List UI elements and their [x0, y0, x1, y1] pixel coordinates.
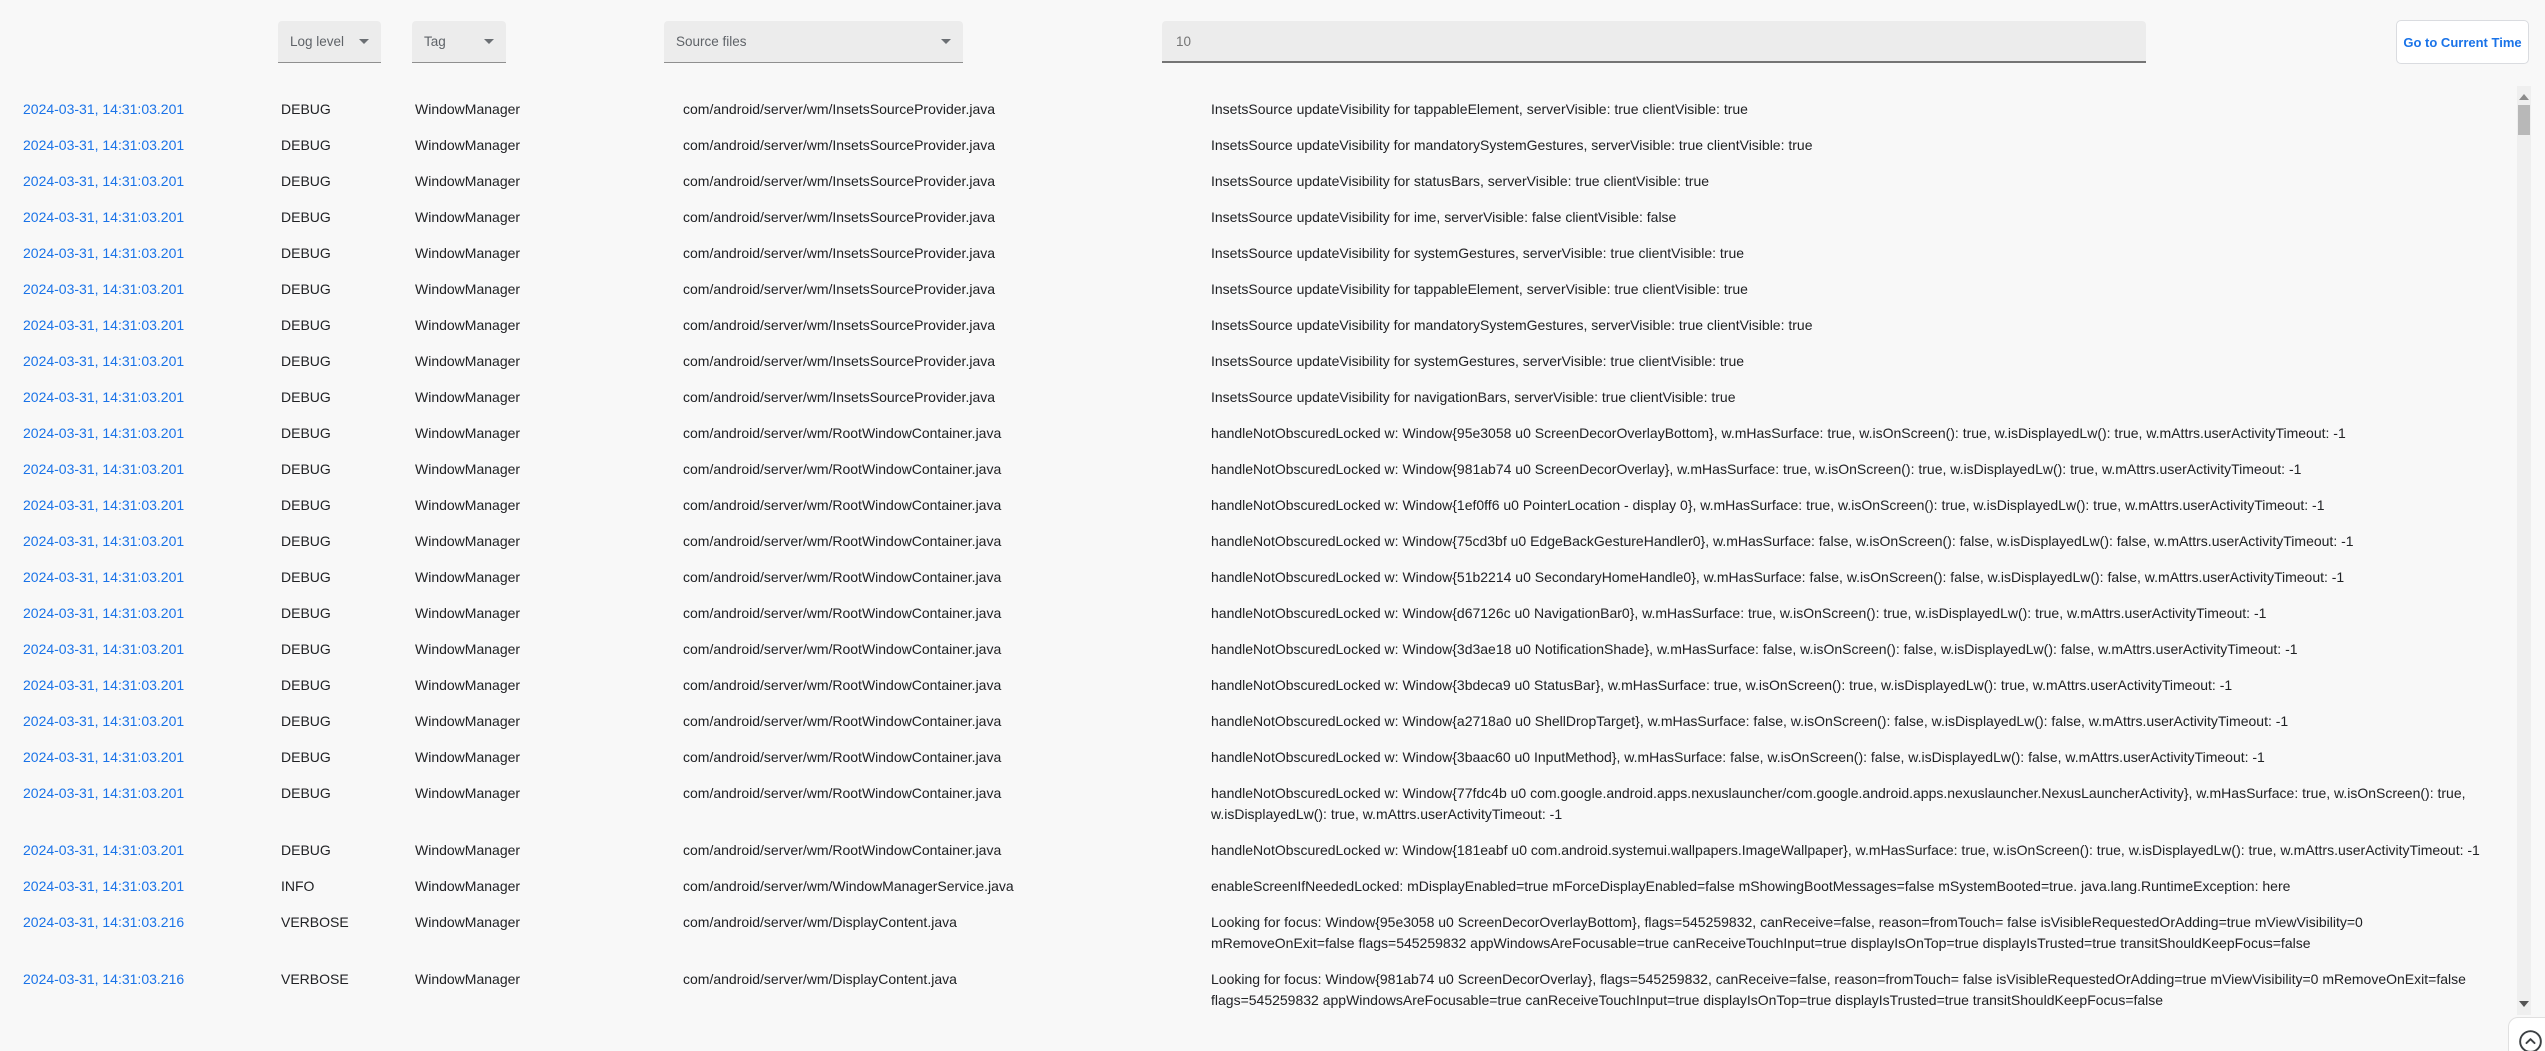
log-source-file: com/android/server/wm/RootWindowContainer.java — [683, 604, 1002, 621]
log-message: handleNotObscuredLocked w: Window{95e3058 u0 ScreenDecorOverlayBottom}, w.mHasSurface: true, w.isOnScreen(): true, w.isDisplayedLw(): true, w.mAttrs.userActivityTimeout: -1 — [1211, 424, 2346, 441]
log-message: handleNotObscuredLocked w: Window{3baac60 u0 InputMethod}, w.mHasSurface: false, w.isOnScreen(): false, w.isDisplayedLw(): false, w.mAttrs.userActivityTimeout: -1 — [1211, 748, 2265, 765]
log-row — [0, 307, 2545, 343]
log-source-file: com/android/server/wm/InsetsSourceProvider.java — [683, 172, 996, 189]
log-tag: WindowManager — [415, 172, 521, 189]
log-table — [0, 91, 2545, 1018]
scrollbar-down-arrow-icon[interactable] — [2519, 1001, 2529, 1007]
log-tag: WindowManager — [415, 913, 521, 930]
log-tag: WindowManager — [415, 604, 521, 621]
log-row — [0, 667, 2545, 703]
log-level: DEBUG — [281, 208, 331, 225]
log-row — [0, 127, 2545, 163]
log-row — [0, 163, 2545, 199]
log-tag: WindowManager — [415, 388, 521, 405]
log-source-file: com/android/server/wm/DisplayContent.java — [683, 970, 957, 987]
log-tag: WindowManager — [415, 970, 521, 987]
scrollbar-thumb[interactable] — [2518, 105, 2530, 135]
log-timestamp-link[interactable]: 2024-03-31, 14:31:03.201 — [23, 388, 185, 405]
log-message: handleNotObscuredLocked w: Window{a2718a0 u0 ShellDropTarget}, w.mHasSurface: false, w.isOnScreen(): false, w.isDisplayedLw(): false, w.mAttrs.userActivityTimeout: -1 — [1211, 712, 2289, 729]
log-source-file: com/android/server/wm/DisplayContent.java — [683, 913, 957, 930]
log-row — [0, 904, 2545, 961]
log-row — [0, 832, 2545, 868]
log-timestamp-link[interactable]: 2024-03-31, 14:31:03.201 — [23, 100, 185, 117]
log-tag: WindowManager — [415, 748, 521, 765]
log-row — [0, 961, 2545, 1018]
chevron-down-icon — [484, 39, 494, 44]
log-message: InsetsSource updateVisibility for tappableElement, serverVisible: true clientVisible: true — [1211, 280, 1748, 297]
log-row — [0, 199, 2545, 235]
filter-toolbar — [0, 0, 2545, 86]
chevron-down-icon — [359, 39, 369, 44]
log-tag: WindowManager — [415, 244, 521, 261]
log-level: DEBUG — [281, 172, 331, 189]
log-source-file: com/android/server/wm/RootWindowContainer.java — [683, 841, 1002, 858]
log-tag: WindowManager — [415, 352, 521, 369]
log-timestamp-link[interactable]: 2024-03-31, 14:31:03.201 — [23, 676, 185, 693]
log-row — [0, 739, 2545, 775]
log-tag: WindowManager — [415, 424, 521, 441]
log-level: DEBUG — [281, 460, 331, 477]
chevron-down-icon — [941, 39, 951, 44]
log-timestamp-link[interactable]: 2024-03-31, 14:31:03.201 — [23, 352, 185, 369]
log-tag: WindowManager — [415, 496, 521, 513]
log-timestamp-link[interactable]: 2024-03-31, 14:31:03.201 — [23, 316, 185, 333]
log-tag: WindowManager — [415, 640, 521, 657]
log-timestamp-link[interactable]: 2024-03-31, 14:31:03.216 — [23, 970, 185, 987]
log-source-file: com/android/server/wm/RootWindowContainer.java — [683, 784, 1002, 801]
log-tag: WindowManager — [415, 100, 521, 117]
log-level: DEBUG — [281, 676, 331, 693]
log-level: DEBUG — [281, 388, 331, 405]
tag-select[interactable] — [412, 21, 506, 63]
log-tag: WindowManager — [415, 460, 521, 477]
vertical-scrollbar[interactable] — [2517, 86, 2531, 1015]
tag-select-label: Tag — [424, 34, 446, 49]
log-message: handleNotObscuredLocked w: Window{981ab74 u0 ScreenDecorOverlay}, w.mHasSurface: true, w.isOnScreen(): true, w.isDisplayedLw(): true, w.mAttrs.userActivityTimeout: -1 — [1211, 460, 2302, 477]
log-message: handleNotObscuredLocked w: Window{3bdeca9 u0 StatusBar}, w.mHasSurface: true, w.isOnScreen(): true, w.isDisplayedLw(): true, w.mAttrs.userActivityTimeout: -1 — [1211, 676, 2233, 693]
log-message: InsetsSource updateVisibility for mandatorySystemGestures, serverVisible: true clientVisible: true — [1211, 316, 1813, 333]
log-row — [0, 868, 2545, 904]
log-message: InsetsSource updateVisibility for tappableElement, serverVisible: true clientVisible: true — [1211, 100, 1748, 117]
log-timestamp-link[interactable]: 2024-03-31, 14:31:03.201 — [23, 748, 185, 765]
log-source-file: com/android/server/wm/RootWindowContainer.java — [683, 460, 1002, 477]
source-files-select[interactable] — [664, 21, 963, 63]
log-row — [0, 703, 2545, 739]
log-source-file: com/android/server/wm/InsetsSourceProvider.java — [683, 316, 996, 333]
log-timestamp-link[interactable]: 2024-03-31, 14:31:03.201 — [23, 712, 185, 729]
log-level: DEBUG — [281, 640, 331, 657]
log-timestamp-link[interactable]: 2024-03-31, 14:31:03.201 — [23, 496, 185, 513]
log-table-body — [0, 91, 2545, 1018]
log-level: DEBUG — [281, 244, 331, 261]
log-tag: WindowManager — [415, 568, 521, 585]
log-tag: WindowManager — [415, 532, 521, 549]
log-source-file: com/android/server/wm/RootWindowContainer.java — [683, 496, 1002, 513]
log-row — [0, 631, 2545, 667]
log-level: DEBUG — [281, 748, 331, 765]
log-timestamp-link[interactable]: 2024-03-31, 14:31:03.201 — [23, 208, 185, 225]
log-message: InsetsSource updateVisibility for systemGestures, serverVisible: true clientVisible: true — [1211, 244, 1745, 261]
scrollbar-up-arrow-icon[interactable] — [2519, 94, 2529, 100]
log-level: DEBUG — [281, 604, 331, 621]
log-message: handleNotObscuredLocked w: Window{d67126c u0 NavigationBar0}, w.mHasSurface: true, w.isOnScreen(): true, w.isDisplayedLw(): true, w.mAttrs.userActivityTimeout: -1 — [1211, 604, 2267, 621]
log-level: INFO — [281, 877, 315, 894]
log-timestamp-link[interactable]: 2024-03-31, 14:31:03.201 — [23, 244, 185, 261]
log-level: DEBUG — [281, 496, 331, 513]
log-level: DEBUG — [281, 841, 331, 858]
log-message: handleNotObscuredLocked w: Window{3d3ae18 u0 NotificationShade}, w.mHasSurface: false, w.isOnScreen(): false, w.isDisplayedLw(): false, w.mAttrs.userActivityTimeout: -1 — [1211, 640, 2298, 657]
log-level: DEBUG — [281, 100, 331, 117]
log-timestamp-link[interactable]: 2024-03-31, 14:31:03.201 — [23, 784, 185, 801]
log-level: DEBUG — [281, 568, 331, 585]
log-source-file: com/android/server/wm/RootWindowContainer.java — [683, 640, 1002, 657]
log-message: handleNotObscuredLocked w: Window{51b2214 u0 SecondaryHomeHandle0}, w.mHasSurface: false, w.isOnScreen(): false, w.isDisplayedLw(): false, w.mAttrs.userActivityTimeout: -1 — [1211, 568, 2345, 585]
log-tag: WindowManager — [415, 136, 521, 153]
log-timestamp-link[interactable]: 2024-03-31, 14:31:03.201 — [23, 877, 185, 894]
log-row — [0, 343, 2545, 379]
log-level-select-label: Log level — [290, 34, 345, 49]
log-level: VERBOSE — [281, 970, 349, 987]
circle-chevron-up-icon — [2517, 1028, 2544, 1051]
log-message: handleNotObscuredLocked w: Window{1ef0ff6 u0 PointerLocation - display 0}, w.mHasSurface: true, w.isOnScreen(): true, w.isDisplayedLw(): true, w.mAttrs.userActivityTimeout: -1 — [1211, 496, 2325, 513]
log-tag: WindowManager — [415, 784, 521, 801]
log-row — [0, 379, 2545, 415]
log-message: Looking for focus: Window{95e3058 u0 ScreenDecorOverlayBottom}, flags=545259832, canReceive=false, reason=fromTouch= false isVisibleRequestedOrAdding=true mViewVisibility=0 mRemoveOnExit=false flags=545259832 appWindowsAreFocusable=true canReceiveTouchInput=true displayIsOnTop=true displayIsTrusted=true transitShouldKeepFocus=false — [1211, 913, 2363, 951]
log-message: InsetsSource updateVisibility for navigationBars, serverVisible: true clientVisible: true — [1211, 388, 1736, 405]
log-row — [0, 775, 2545, 832]
log-message: handleNotObscuredLocked w: Window{77fdc4b u0 com.google.android.apps.nexuslauncher/com.google.android.apps.nexuslauncher.NexusLauncherActivity}, w.mHasSurface: true, w.isOnScreen(): true, w.isDisplayedLw(): true, w.mAttrs.userActivityTimeout: -1 — [1211, 784, 2466, 822]
log-timestamp-link[interactable]: 2024-03-31, 14:31:03.201 — [23, 604, 185, 621]
log-message: handleNotObscuredLocked w: Window{181eabf u0 com.android.systemui.wallpapers.ImageWallpaper}, w.mHasSurface: true, w.isOnScreen(): true, w.isDisplayedLw(): true, w.mAttrs.userActivityTimeout: -1 — [1211, 841, 2480, 858]
log-row — [0, 559, 2545, 595]
log-source-file: com/android/server/wm/InsetsSourceProvider.java — [683, 136, 996, 153]
log-row — [0, 91, 2545, 127]
log-message: InsetsSource updateVisibility for mandatorySystemGestures, serverVisible: true clientVisible: true — [1211, 136, 1813, 153]
log-timestamp-link[interactable]: 2024-03-31, 14:31:03.201 — [23, 568, 185, 585]
log-level: DEBUG — [281, 784, 331, 801]
log-source-file: com/android/server/wm/RootWindowContainer.java — [683, 424, 1002, 441]
log-level: DEBUG — [281, 136, 331, 153]
log-timestamp-link[interactable]: 2024-03-31, 14:31:03.201 — [23, 841, 185, 858]
log-level-select[interactable] — [278, 21, 381, 63]
scroll-to-top-button[interactable] — [2508, 1017, 2545, 1051]
log-level: DEBUG — [281, 316, 331, 333]
log-message: handleNotObscuredLocked w: Window{75cd3bf u0 EdgeBackGestureHandler0}, w.mHasSurface: false, w.isOnScreen(): false, w.isDisplayedLw(): false, w.mAttrs.userActivityTimeout: -1 — [1211, 532, 2354, 549]
log-level: VERBOSE — [281, 913, 349, 930]
time-window-input[interactable] — [1162, 21, 2146, 63]
log-tag: WindowManager — [415, 208, 521, 225]
log-row — [0, 595, 2545, 631]
log-message: InsetsSource updateVisibility for systemGestures, serverVisible: true clientVisible: true — [1211, 352, 1745, 369]
log-source-file: com/android/server/wm/InsetsSourceProvider.java — [683, 208, 996, 225]
log-source-file: com/android/server/wm/InsetsSourceProvider.java — [683, 352, 996, 369]
log-level: DEBUG — [281, 424, 331, 441]
log-source-file: com/android/server/wm/RootWindowContainer.java — [683, 748, 1002, 765]
log-source-file: com/android/server/wm/RootWindowContainer.java — [683, 568, 1002, 585]
log-row — [0, 271, 2545, 307]
log-source-file: com/android/server/wm/InsetsSourceProvider.java — [683, 388, 996, 405]
log-tag: WindowManager — [415, 676, 521, 693]
log-row — [0, 523, 2545, 559]
log-tag: WindowManager — [415, 280, 521, 297]
log-row — [0, 235, 2545, 271]
log-timestamp-link[interactable]: 2024-03-31, 14:31:03.201 — [23, 532, 185, 549]
log-source-file: com/android/server/wm/RootWindowContainer.java — [683, 532, 1002, 549]
log-source-file: com/android/server/wm/InsetsSourceProvider.java — [683, 100, 996, 117]
log-message: InsetsSource updateVisibility for statusBars, serverVisible: true clientVisible: true — [1211, 172, 1710, 189]
log-timestamp-link[interactable]: 2024-03-31, 14:31:03.201 — [23, 460, 185, 477]
log-level: DEBUG — [281, 532, 331, 549]
log-row — [0, 415, 2545, 451]
log-source-file: com/android/server/wm/WindowManagerService.java — [683, 877, 1014, 894]
log-row — [0, 451, 2545, 487]
log-source-file: com/android/server/wm/RootWindowContainer.java — [683, 676, 1002, 693]
log-timestamp-link[interactable]: 2024-03-31, 14:31:03.201 — [23, 424, 185, 441]
log-message: InsetsSource updateVisibility for ime, serverVisible: false clientVisible: false — [1211, 208, 1677, 225]
log-source-file: com/android/server/wm/InsetsSourceProvider.java — [683, 280, 996, 297]
log-timestamp-link[interactable]: 2024-03-31, 14:31:03.201 — [23, 640, 185, 657]
log-tag: WindowManager — [415, 712, 521, 729]
log-timestamp-link[interactable]: 2024-03-31, 14:31:03.201 — [23, 136, 185, 153]
log-timestamp-link[interactable]: 2024-03-31, 14:31:03.201 — [23, 280, 185, 297]
source-files-select-label: Source files — [676, 34, 747, 49]
log-timestamp-link[interactable]: 2024-03-31, 14:31:03.216 — [23, 913, 185, 930]
log-tag: WindowManager — [415, 316, 521, 333]
log-level: DEBUG — [281, 712, 331, 729]
log-level: DEBUG — [281, 280, 331, 297]
log-message: enableScreenIfNeededLocked: mDisplayEnabled=true mForceDisplayEnabled=false mShowingBootMessages=false mSystemBooted=true. java.lang.RuntimeException: here — [1211, 877, 2291, 894]
log-tag: WindowManager — [415, 841, 521, 858]
log-message: Looking for focus: Window{981ab74 u0 ScreenDecorOverlay}, flags=545259832, canReceive=false, reason=fromTouch= false isVisibleRequestedOrAdding=true mViewVisibility=0 mRemoveOnExit=false flags=545259832 appWindowsAreFocusable=true canReceiveTouchInput=true displayIsOnTop=true displayIsTrusted=true transitShouldKeepFocus=false — [1211, 970, 2466, 1008]
log-source-file: com/android/server/wm/RootWindowContainer.java — [683, 712, 1002, 729]
go-to-current-time-button[interactable]: Go to Current Time — [2396, 20, 2529, 64]
log-level: DEBUG — [281, 352, 331, 369]
log-row — [0, 487, 2545, 523]
log-source-file: com/android/server/wm/InsetsSourceProvider.java — [683, 244, 996, 261]
log-tag: WindowManager — [415, 877, 521, 894]
log-timestamp-link[interactable]: 2024-03-31, 14:31:03.201 — [23, 172, 185, 189]
